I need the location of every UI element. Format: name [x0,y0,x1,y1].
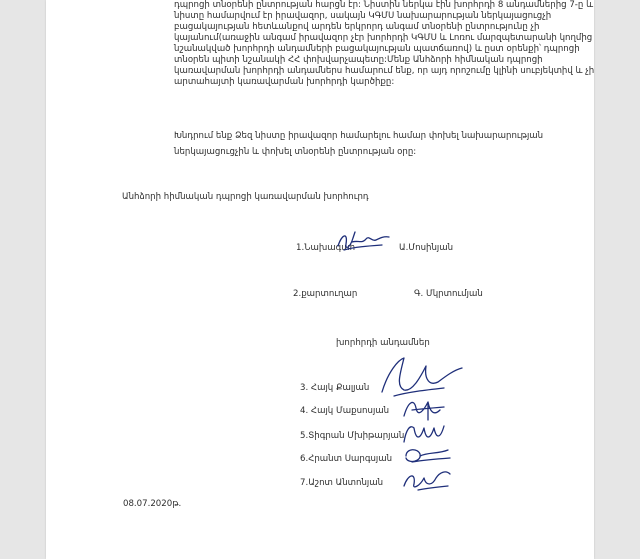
officer-name: Գ. Մկրտումյան [414,289,483,299]
member-name: 6.Հրանտ Սարգսյան [300,454,393,464]
member-name: 3. Հայկ Քալյան [300,383,370,393]
board-name: Անհձորի հիմնական դպրոցի կառավարման խորհուրդ [122,192,369,202]
signature-chairman [334,228,394,256]
member-name: 5.Տիգրան Մխիթարյան [300,431,405,441]
text-line: նիստը համարվում էր իրավազոր, սակայն ԿԳՄՍ նախարարության ներկայացուցչի [174,11,552,21]
member-name: 7.Աշոտ Անտոնյան [300,478,384,488]
signature-member-6 [398,444,454,468]
text-line: Խնդրում ենք Ձեզ նիստը իրավազոր համարելու համար փոխել նախարարության [174,131,544,141]
officer-name: Ա.Մոսինյան [399,243,454,253]
text-line: կառավարման խորհրդի անդամներս համարում ենք, որ այդ որոշումը կլինի սուբյեկտիվ և չի [174,66,595,76]
scan-margin-right [594,0,640,559]
request-paragraph [174,131,594,158]
text-line: ներկայացուցչին և փոխել տնօրենի ընտրության օրը: [174,147,417,157]
text-line: արտահայտի կառավարման խորհրդի կարծիքը: [174,77,395,87]
text-line: նշանակված խորհրդի անդամների բացակայության պատճառով) և ըստ օրենքի՝ դպրոցի [174,44,580,54]
document-page [46,0,594,559]
text-line: դպրոցի տնօրենի ընտրության հարցն էր: Նիստին ներկա էին խորհրդի 8 անդամներից 7-ը և [174,0,594,10]
document-date: 08.07.2020թ. [123,499,182,509]
body-paragraph [174,0,594,88]
officer-role: 1.Նախագահ [296,243,356,253]
text-line: կայանում(առաջին անգամ իրավազոր չէր խորհրդի ԿԳՄՍ և Լոռու մարզպետարանի կողմից [174,33,593,43]
text-line: բացակայության հետևանքով արդեն երկրորդ անգամ տնօրենի ընտրությունը չի [174,22,540,32]
members-heading: խորհրդի անդամներ [336,338,430,348]
officer-role: 2.քարտուղար [293,289,358,299]
scan-margin-left [0,0,46,559]
signature-member-7 [398,466,454,494]
text-line: տնօրեն պիտի նշանակի ՀՀ փոխվարչապետը:Մենք Անհձորի հիմնական դպրոցի [174,55,543,65]
member-name: 4. Հայկ Մաքսոսյան [300,406,390,416]
